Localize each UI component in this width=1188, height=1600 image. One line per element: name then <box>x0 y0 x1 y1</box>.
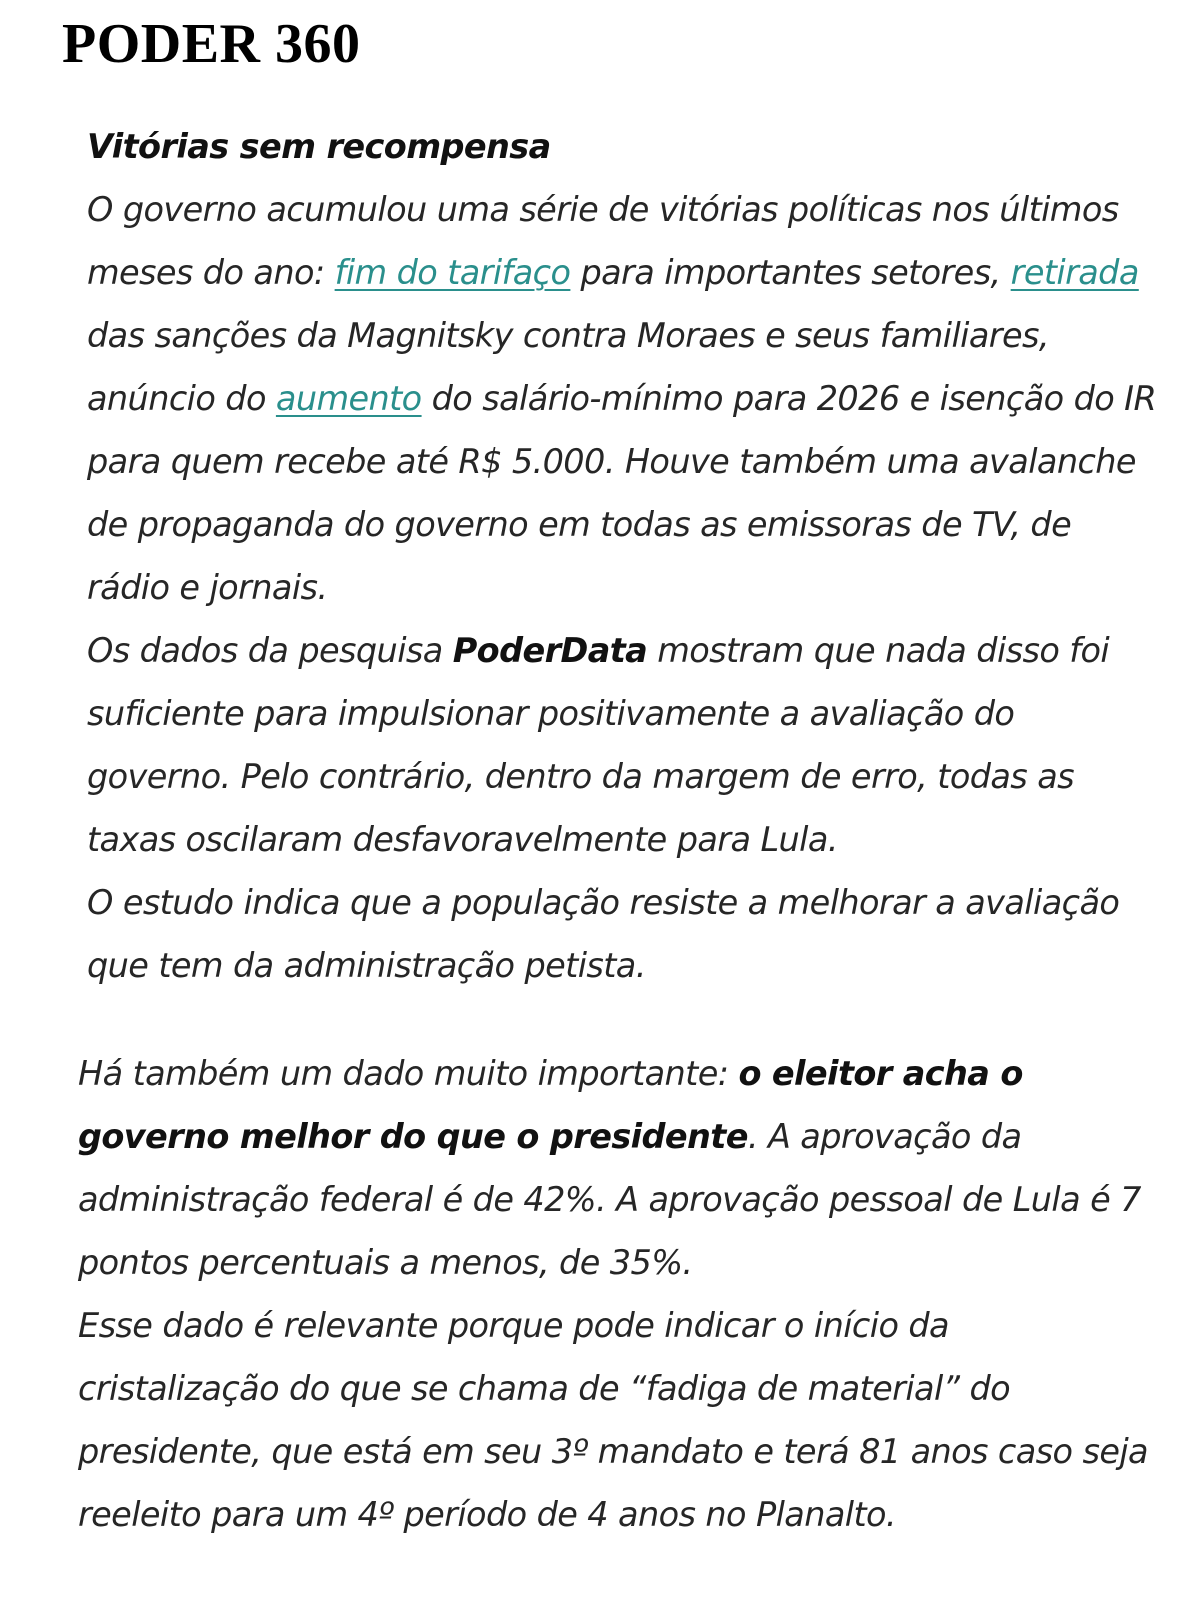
paragraph-approval <box>78 1042 1158 1294</box>
link-fim-do-tarifaco[interactable]: fim do tarifaço <box>334 253 571 292</box>
section-heading: Vitórias sem recompensa <box>87 127 551 166</box>
paragraph-fatigue: Esse dado é relevante porque pode indicar o início da cristalização do que se chama de “fadiga de material” do presidente, que está em seu 3º mandato e terá 81 anos caso seja reeleito para um 4º período de 4 anos no Planalto. <box>78 1306 1148 1534</box>
paragraph-text: mostram que nada disso foi suficiente para impulsionar positivamente a avaliação do governo. Pelo contrário, dentro da margem de erro, todas as taxas oscilaram desfavoravelmente para Lula. <box>87 631 1110 859</box>
paragraph-text: O governo acumulou uma série de vitórias políticas nos últimos meses do ano: <box>87 190 1119 292</box>
paragraph-study: O estudo indica que a população resiste a melhorar a avaliação que tem da administração petista. <box>87 883 1120 985</box>
paragraph-text: do salário-mínimo para 2026 e isenção do IR para quem recebe até R$ 5.000. Houve também uma avalanche de propaganda do governo em todas as emissoras de TV, de rádio e jornais. <box>87 379 1157 607</box>
paragraph-text: . A aprovação da administração federal é de 42%. A aprovação pessoal de Lula é 7 pontos percentuais a menos, de 35%. <box>78 1117 1141 1282</box>
paragraph-text: Os dados da pesquisa <box>87 631 453 670</box>
paragraph-text: para importantes setores, <box>570 253 1011 292</box>
paragraph-victories <box>87 178 1157 619</box>
cut-off-next-line <box>78 1585 1158 1600</box>
highlight-statement: o eleitor acha o governo melhor do que o presidente <box>78 1054 1023 1156</box>
paragraph-text: Há também um dado muito importante: <box>78 1054 739 1093</box>
poderdata-name: PoderData <box>452 631 648 670</box>
link-retirada[interactable]: retirada <box>1010 253 1139 292</box>
paragraph-poderdata <box>87 619 1157 871</box>
link-aumento[interactable]: aumento <box>275 379 422 418</box>
masthead-logo: PODER 360 <box>62 13 361 75</box>
article-section-approval <box>78 1042 1158 1546</box>
article-section-victories <box>87 115 1157 997</box>
paragraph-text: das sanções da Magnitsky contra Moraes e seus familiares, anúncio do <box>87 316 1049 418</box>
